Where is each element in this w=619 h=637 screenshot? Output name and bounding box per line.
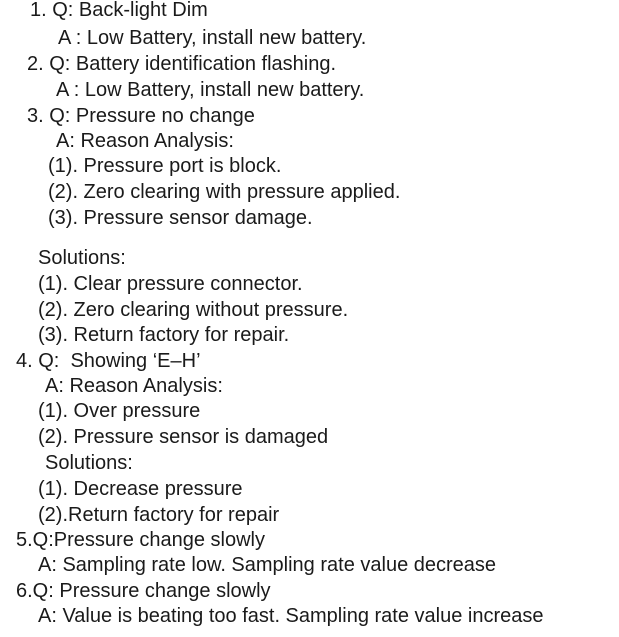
- answer-4-heading: A: Reason Analysis:: [45, 375, 223, 397]
- reason-item: (2). Zero clearing with pressure applied.: [48, 181, 401, 203]
- answer-1: A : Low Battery, install new battery.: [58, 27, 367, 49]
- solutions-heading: Solutions:: [38, 247, 126, 269]
- question-6: 6.Q: Pressure change slowly: [16, 580, 271, 602]
- question-1: 1. Q: Back-light Dim: [30, 0, 208, 21]
- answer-3-heading: A: Reason Analysis:: [56, 130, 234, 152]
- reason-item: (2). Pressure sensor is damaged: [38, 426, 329, 448]
- solution-item: (2). Zero clearing without pressure.: [38, 299, 349, 321]
- solution-item: (2).Return factory for repair: [38, 504, 280, 526]
- reason-item: (1). Over pressure: [38, 400, 201, 422]
- reason-item: (3). Pressure sensor damage.: [48, 207, 313, 229]
- question-2: 2. Q: Battery identification flashing.: [27, 53, 337, 75]
- solutions-heading: Solutions:: [45, 452, 133, 474]
- question-5: 5.Q:Pressure change slowly: [16, 529, 266, 551]
- solution-item: (1). Decrease pressure: [38, 478, 243, 500]
- answer-2: A : Low Battery, install new battery.: [56, 79, 365, 101]
- question-3: 3. Q: Pressure no change: [27, 105, 255, 127]
- answer-5: A: Sampling rate low. Sampling rate value decrease: [38, 554, 497, 576]
- answer-6: A: Value is beating too fast. Sampling rate value increase: [38, 605, 544, 627]
- reason-item: (1). Pressure port is block.: [48, 155, 282, 177]
- question-4: 4. Q: Showing ‘E–H’: [16, 350, 201, 372]
- solution-item: (3). Return factory for repair.: [38, 324, 290, 346]
- solution-item: (1). Clear pressure connector.: [38, 273, 303, 295]
